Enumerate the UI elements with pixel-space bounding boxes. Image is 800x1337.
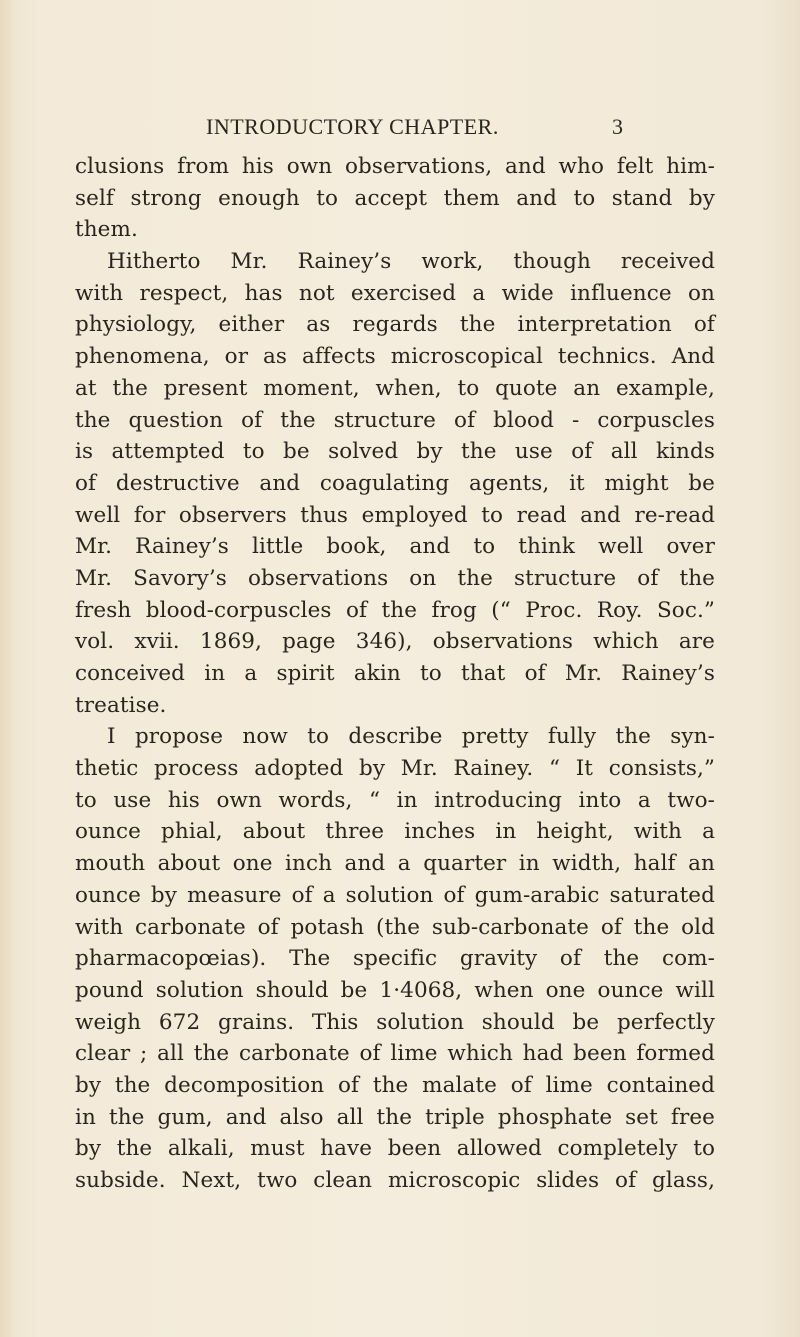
text-line: conceived in a spirit akin to that of Mr. Rainey’s (75, 661, 715, 686)
text-line: with respect, has not exercised a wide influence on (75, 280, 715, 306)
text-line: is attempted to be solved by the use of all kinds (75, 439, 715, 465)
text-line: clear ; all the carbonate of lime which had been formed (75, 1041, 715, 1067)
body-text (75, 151, 715, 1197)
text-line: pharmacopœias). The specific gravity of the com- (75, 946, 715, 972)
text-line: pound solution should be 1·4068, when one ounce will (75, 977, 715, 1003)
text-line: ounce by measure of a solution of gum-arabic saturated (75, 882, 715, 908)
page-header (0, 114, 800, 140)
text-line: self strong enough to accept them and to stand by (75, 185, 715, 211)
text-line: Hitherto Mr. Rainey’s work, though received (107, 249, 715, 275)
text-line: clusions from his own observations, and who felt him- (75, 154, 715, 179)
text-line: I propose now to describe pretty fully the syn- (107, 724, 715, 750)
text-line: with carbonate of potash (the sub-carbonate of the old (75, 914, 715, 940)
text-line: fresh blood-corpuscles of the frog (“ Proc. Roy. Soc.” (75, 597, 715, 623)
text-line: Mr. Savory’s observations on the structure of the (75, 565, 715, 591)
text-line: thetic process adopted by Mr. Rainey. “ It consists,” (75, 756, 715, 782)
text-line: the question of the structure of blood - corpuscles (75, 407, 715, 433)
text-line: well for observers thus employed to read and re-read (75, 502, 715, 528)
text-line: them. (75, 217, 138, 243)
text-line: mouth about one inch and a quarter in width, half an (75, 851, 715, 877)
text-line: ounce phial, about three inches in height, with a (75, 819, 715, 845)
text-line: weigh 672 grains. This solution should be perfectly (75, 1009, 715, 1035)
text-line: by the alkali, must have been allowed completely to (75, 1136, 715, 1162)
text-line: vol. xvii. 1869, page 346), observations which are (75, 629, 715, 655)
text-line: in the gum, and also all the triple phosphate set free (75, 1104, 715, 1130)
running-head: INTRODUCTORY CHAPTER. (206, 114, 499, 139)
text-line: phenomena, or as affects microscopical technics. And (75, 344, 715, 370)
text-line: at the present moment, when, to quote an example, (75, 375, 715, 401)
text-line: of destructive and coagulating agents, it might be (75, 470, 715, 496)
text-line: treatise. (75, 692, 167, 718)
page-number: 3 (612, 114, 623, 139)
text-line: Mr. Rainey’s little book, and to think well over (75, 534, 715, 560)
text-line: by the decomposition of the malate of lime contained (75, 1072, 715, 1098)
text-line: to use his own words, “ in introducing into a two- (75, 787, 715, 813)
text-line: subside. Next, two clean microscopic slides of glass, (75, 1168, 715, 1193)
text-line: physiology, either as regards the interpretation of (75, 312, 715, 338)
